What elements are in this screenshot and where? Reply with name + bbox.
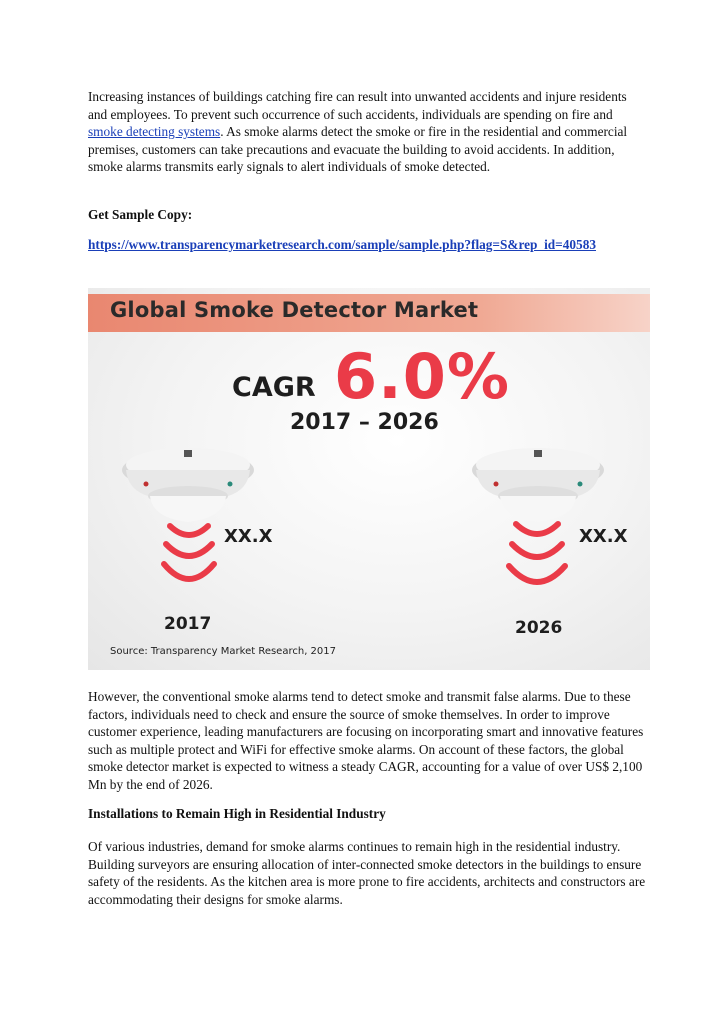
cagr-value: 6.0% xyxy=(334,340,510,413)
market-infographic xyxy=(88,288,650,670)
sample-url-link[interactable]: https://www.transparencymarketresearch.com/sample/sample.php?flag=S&rep_id=40583 xyxy=(88,237,596,252)
smoke-detector-icon xyxy=(468,438,608,528)
section-heading: Installations to Remain High in Residential Industry xyxy=(88,806,386,821)
cagr-label: CAGR xyxy=(232,372,316,403)
signal-waves-icon xyxy=(504,516,570,606)
forecast-period: 2017 – 2026 xyxy=(290,410,439,435)
sample-heading: Get Sample Copy: xyxy=(88,207,193,222)
value-2017: XX.X xyxy=(224,526,273,547)
market-paragraph: However, the conventional smoke alarms tend to detect smoke and transmit false alarms. Due to these factors, individuals need to check and ensure the source of smoke themselves. In order to improve customer experience, leading manufacturers are focusing on incorporating smart and innovative features such as multiple protect and WiFi for effective smoke alarms. On account of these factors, the global smoke detector market is expected to witness a steady CAGR, accounting for a value of over US$ 2,100 Mn by the end of 2026. xyxy=(88,689,644,792)
infographic-title: Global Smoke Detector Market xyxy=(110,298,479,322)
value-2026: XX.X xyxy=(579,526,628,547)
year-2026: 2026 xyxy=(515,618,563,638)
residential-paragraph: Of various industries, demand for smoke alarms continues to remain high in the residential industry. Building surveyors are ensuring allocation of inter-connected smoke detectors in the buildings to ensure safety of the residents. As the kitchen area is more prone to fire accidents, architects and constructors are accommodating their designs for smoke alarms. xyxy=(88,839,646,907)
infographic-banner xyxy=(88,294,650,332)
signal-waves-icon xyxy=(160,518,218,596)
smoke-detector-icon xyxy=(118,438,258,528)
intro-text-before: Increasing instances of buildings catching fire can result into unwanted accidents and injure residents and employees. To prevent such occurrence of such accidents, individuals are spending on fire and xyxy=(88,89,627,122)
year-2017: 2017 xyxy=(164,614,212,634)
intro-text-after: . As smoke alarms detect the smoke or fire in the residential and commercial premises, customers can take precautions and evacuate the building to avoid accidents. In addition, smoke alarms transmits early signals to alert individuals of smoke detected. xyxy=(88,124,628,175)
smoke-detecting-systems-link[interactable]: smoke detecting systems xyxy=(88,124,221,140)
intro-paragraph xyxy=(88,88,648,176)
infographic-source: Source: Transparency Market Research, 2017 xyxy=(110,646,337,657)
